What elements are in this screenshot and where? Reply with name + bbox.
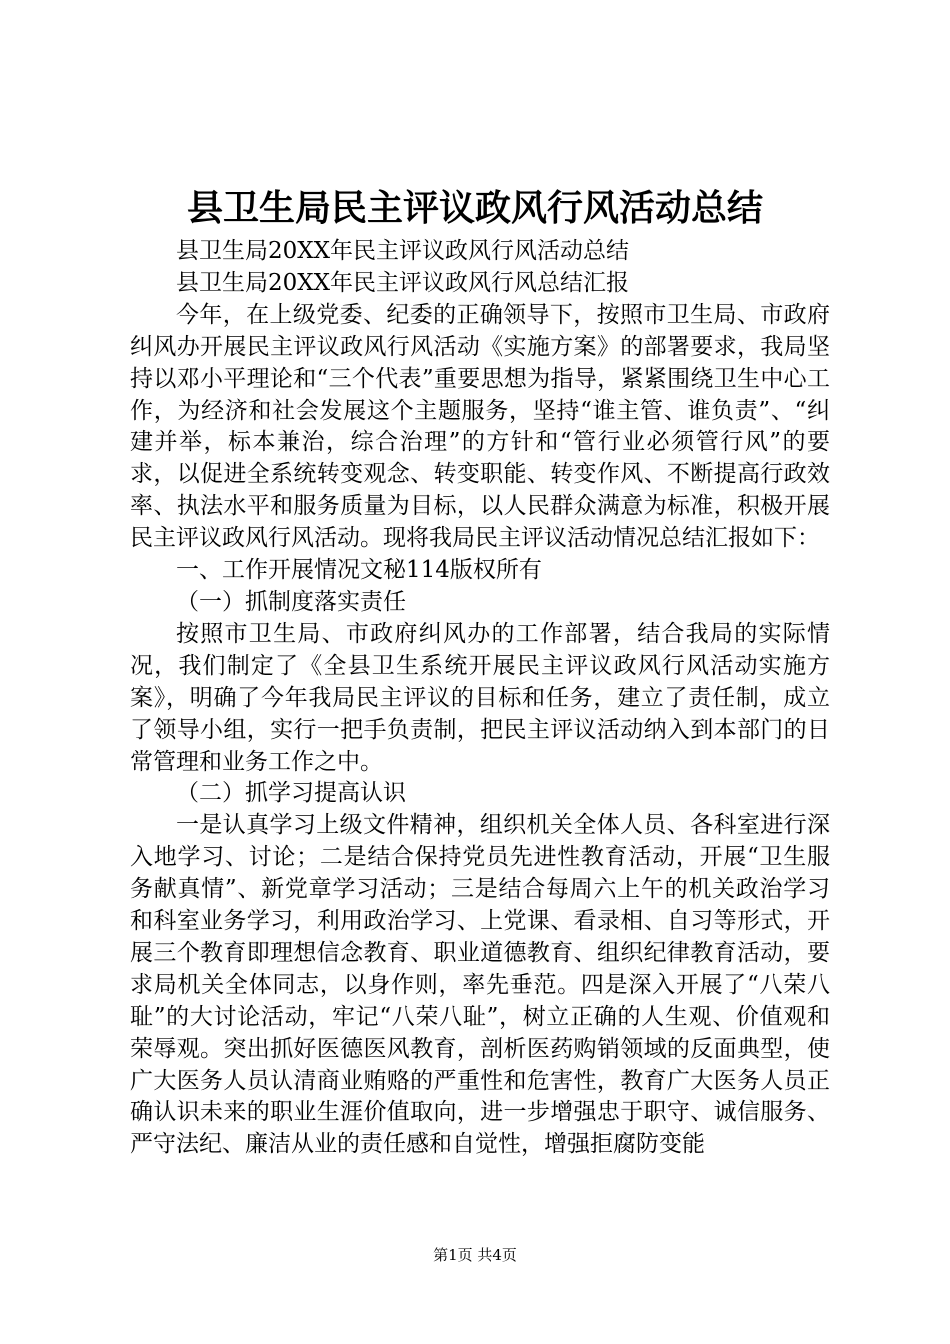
paragraph-subtitle-1: 县卫生局20XX年民主评议政风行风活动总结 [176, 238, 630, 264]
page-footer: 第1页 共4页 [433, 1246, 517, 1264]
document-title: 县卫生局民主评议政风行风活动总结 [186, 187, 763, 229]
subsection-heading-1: （一）抓制度落实责任 [176, 588, 406, 615]
paragraph-subtitle-2: 县卫生局20XX年民主评议政风行风总结汇报 [176, 269, 630, 296]
section-heading-1: 一、工作开展情况文秘114版权所有 [176, 557, 542, 584]
paragraph-intro: 今年，在上级党委、纪委的正确领导下，按照市卫生局、市政府纠风办开展民主评议政风行风活动《实施方案》的部署要求，我局坚持以邓小平理论和“三个代表”重要思想为指导，紧紧围绕卫生中心工作，为经济和社会发展这个主题服务，坚持“谁主管、谁负责”、“纠建并举，标本兼治，综合治理”的方针和“管行业必须管行风”的要求，以促进全系统转变观念、转变职能、转变作风、不断提高行政效率、执法水平和服务质量为目标，以人民群众满意为标准，积极开展民主评议政风行风活动。现将我局民主评议活动情况总结汇报如下： [130, 301, 830, 552]
paragraph-system: 按照市卫生局、市政府纠风办的工作部署，结合我局的实际情况，我们制定了《全县卫生系统开展民主评议政风行风活动实施方案》，明确了今年我局民主评议的目标和任务，建立了责任制，成立了领导小组，实行一把手负责制，把民主评议活动纳入到本部门的日常管理和业务工作之中。 [130, 620, 830, 775]
document-body [130, 236, 830, 1161]
subsection-heading-2: （二）抓学习提高认识 [176, 780, 406, 807]
paragraph-study: 一是认真学习上级文件精神，组织机关全体人员、各科室进行深入地学习、讨论；二是结合保持党员先进性教育活动，开展“卫生服务献真情”、新党章学习活动；三是结合每周六上午的机关政治学习和科室业务学习，利用政治学习、上党课、看录相、自习等形式，开展三个教育即理想信念教育、职业道德教育、组织纪律教育活动，要求局机关全体同志，以身作则，率先垂范。四是深入开展了“八荣八耻”的大讨论活动，牢记“八荣八耻”，树立正确的人生观、价值观和荣辱观。突出抓好医德医风教育，剖析医药购销领域的反面典型，使广大医务人员认清商业贿赂的严重性和危害性，教育广大医务人员正确认识未来的职业生涯价值取向，进一步增强忠于职守、诚信服务、严守法纪、廉洁从业的责任感和自觉性，增强拒腐防变能 [130, 812, 830, 1158]
